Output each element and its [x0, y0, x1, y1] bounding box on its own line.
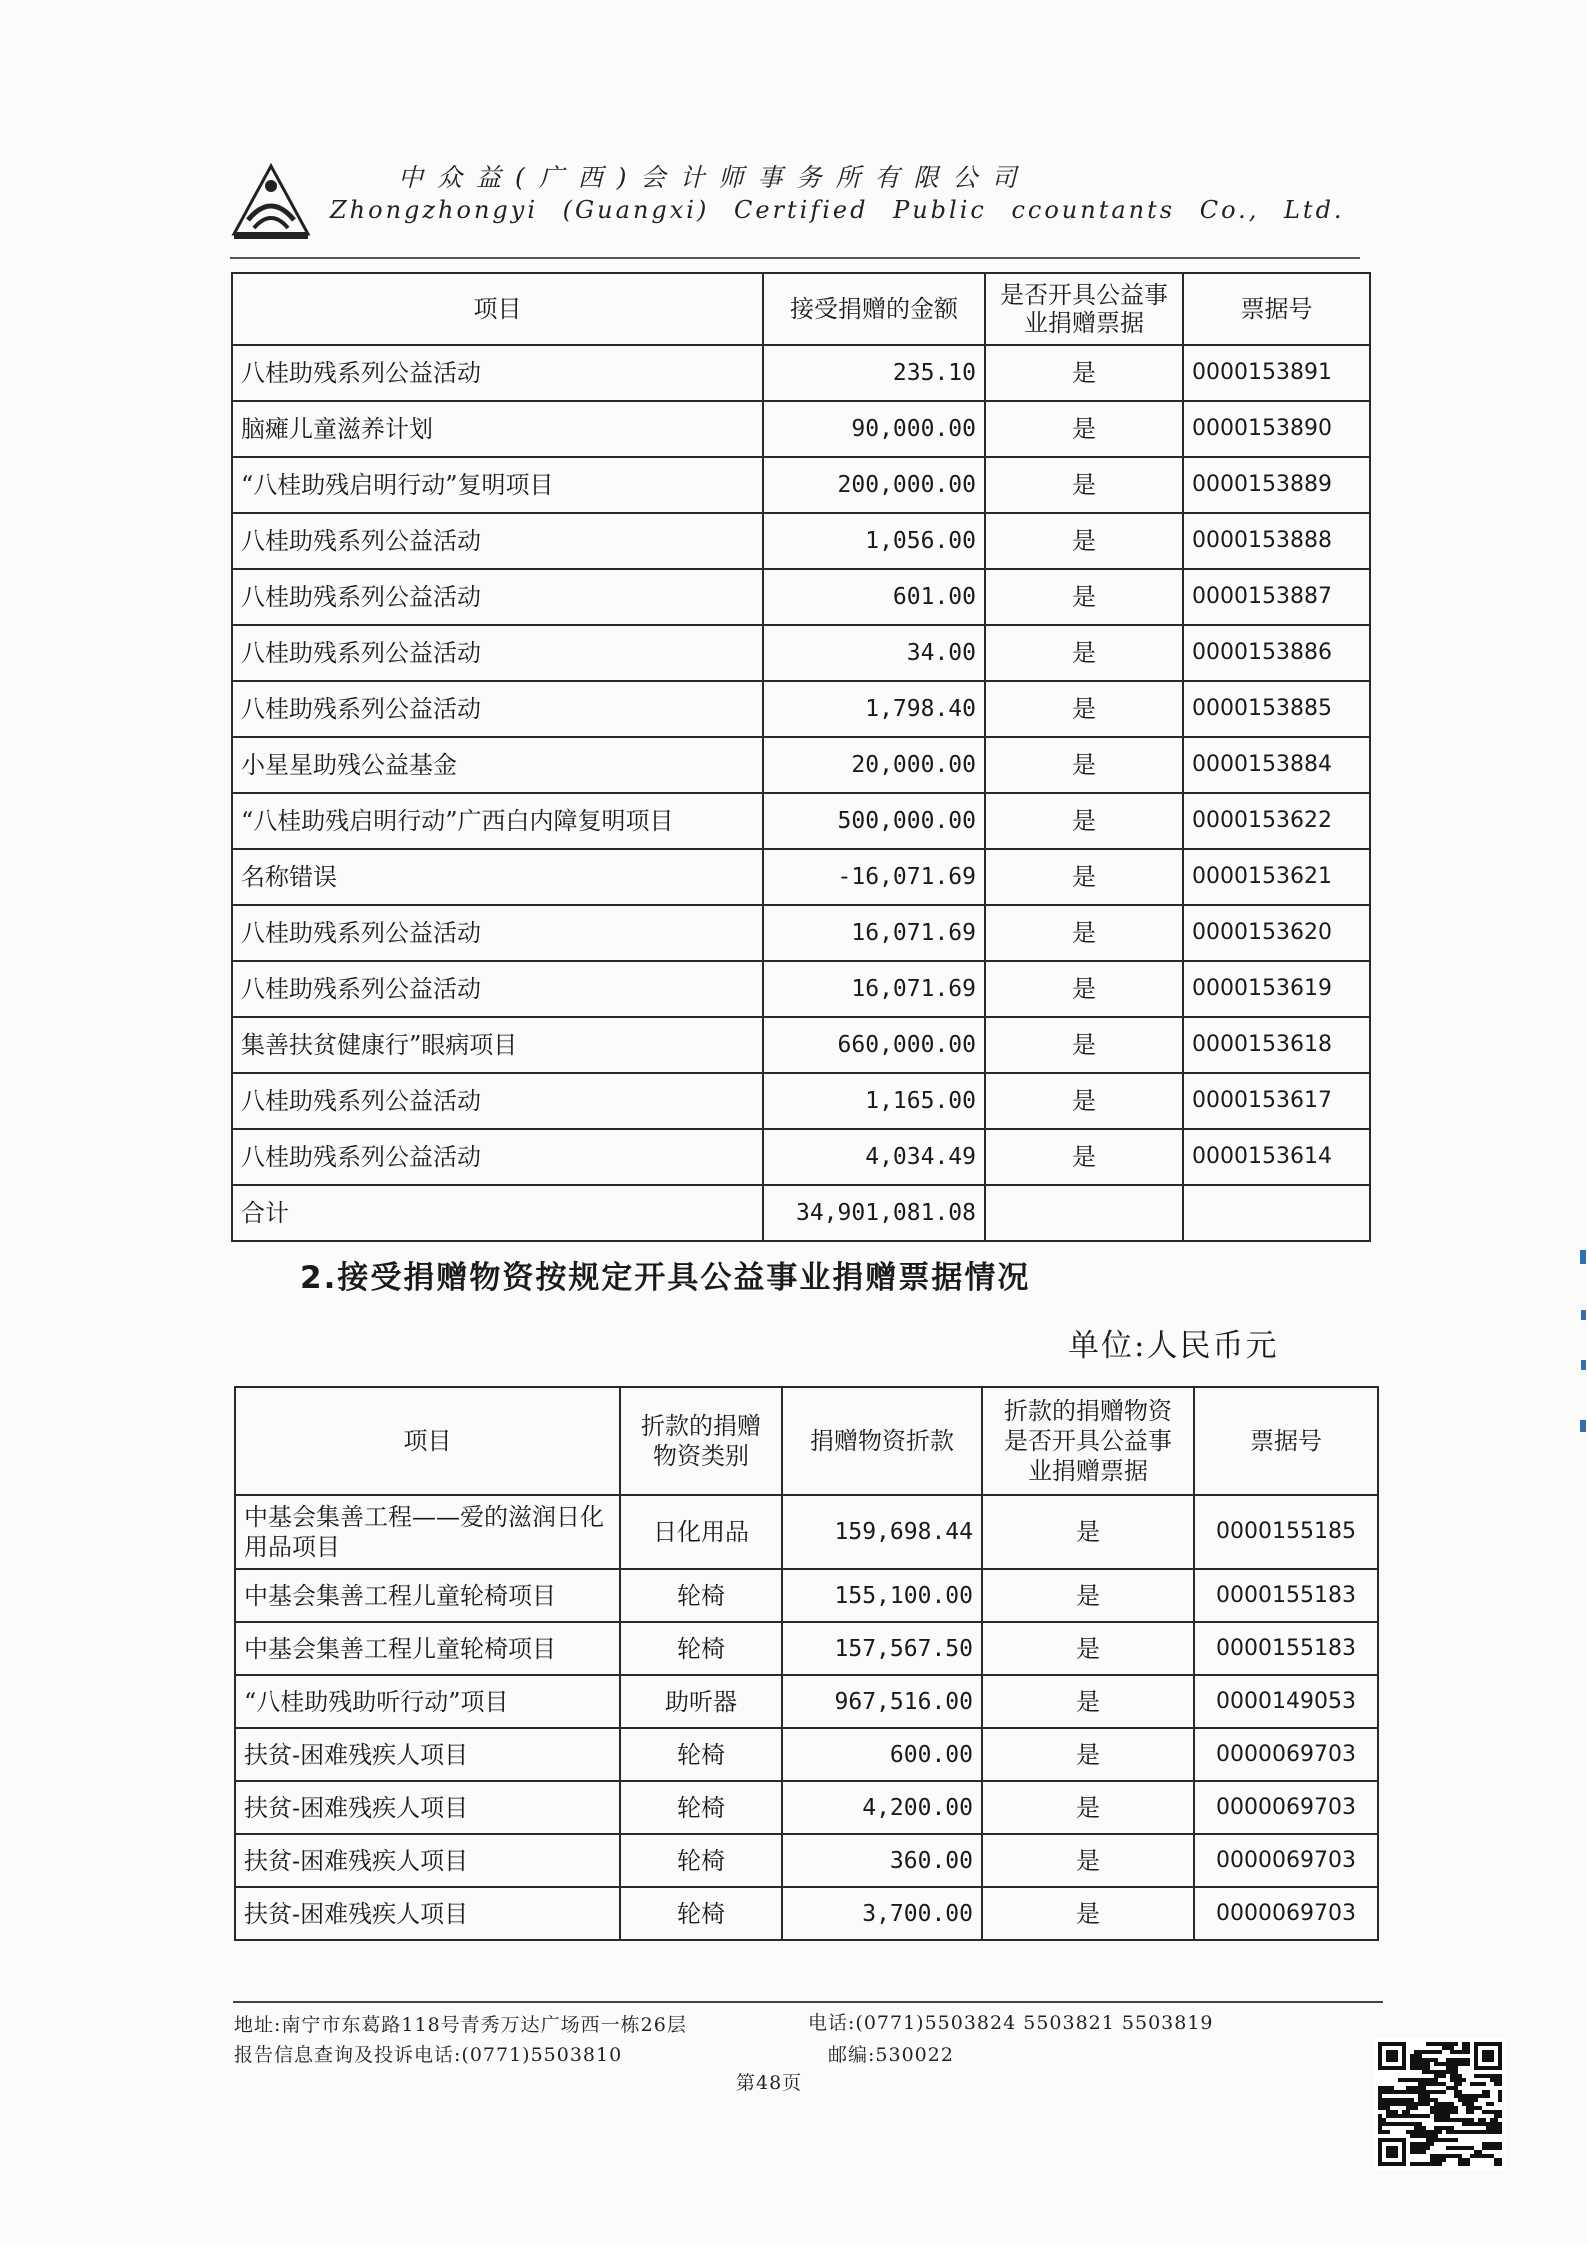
total-label: 合计 — [232, 1185, 763, 1241]
table-row — [232, 681, 1370, 737]
firm-logo-icon — [230, 162, 312, 240]
cell-amount: 500,000.00 — [763, 793, 985, 849]
column-header-category: 折款的捐赠物资类别 — [620, 1387, 782, 1495]
column-header-project: 项目 — [235, 1387, 620, 1495]
cell-receipt-issued: 是 — [985, 1129, 1183, 1185]
cell-value: 155,100.00 — [782, 1569, 982, 1622]
cell-receipt-number: 0000069703 — [1194, 1781, 1378, 1834]
cell-category: 轮椅 — [620, 1887, 782, 1940]
cell-amount: 34.00 — [763, 625, 985, 681]
cell-project: 扶贫-困难残疾人项目 — [235, 1887, 620, 1940]
cell-receipt-number: 0000153620 — [1183, 905, 1370, 961]
cell-amount: -16,071.69 — [763, 849, 985, 905]
cell-receipt-issued: 是 — [982, 1728, 1194, 1781]
table-header-row — [235, 1387, 1378, 1495]
cell-amount: 200,000.00 — [763, 457, 985, 513]
qr-code-icon — [1374, 2038, 1506, 2170]
table-row — [235, 1781, 1378, 1834]
firm-name-cn: 中众益(广西)会计师事务所有限公司 — [398, 163, 1031, 192]
cell-project: 扶贫-困难残疾人项目 — [235, 1834, 620, 1887]
cell-project: 八桂助残系列公益活动 — [232, 513, 763, 569]
table-row — [232, 737, 1370, 793]
table-row — [232, 1073, 1370, 1129]
cell-project: 名称错误 — [232, 849, 763, 905]
table-row — [235, 1495, 1378, 1569]
column-header-project: 项目 — [232, 273, 763, 345]
page-number: 第48页 — [736, 2072, 803, 2094]
cell-receipt-issued: 是 — [985, 737, 1183, 793]
total-empty-cell — [1183, 1185, 1370, 1241]
column-header-receipt-number: 票据号 — [1183, 273, 1370, 345]
cell-project: 八桂助残系列公益活动 — [232, 625, 763, 681]
cell-project: 八桂助残系列公益活动 — [232, 961, 763, 1017]
cell-receipt-number: 0000069703 — [1194, 1728, 1378, 1781]
cell-receipt-issued: 是 — [982, 1834, 1194, 1887]
cell-receipt-issued: 是 — [982, 1495, 1194, 1569]
table-row — [235, 1569, 1378, 1622]
column-header-receipt-issued: 是否开具公益事业捐赠票据 — [985, 273, 1183, 345]
cell-project: 八桂助残系列公益活动 — [232, 1073, 763, 1129]
cell-amount: 1,798.40 — [763, 681, 985, 737]
cell-project: 小星星助残公益基金 — [232, 737, 763, 793]
table-row — [232, 961, 1370, 1017]
cell-amount: 16,071.69 — [763, 905, 985, 961]
cell-amount: 20,000.00 — [763, 737, 985, 793]
cell-receipt-issued: 是 — [982, 1887, 1194, 1940]
cell-project: 扶贫-困难残疾人项目 — [235, 1728, 620, 1781]
cell-project: “八桂助残启明行动”复明项目 — [232, 457, 763, 513]
cell-receipt-number: 0000153884 — [1183, 737, 1370, 793]
cell-receipt-issued: 是 — [985, 905, 1183, 961]
cell-receipt-issued: 是 — [985, 457, 1183, 513]
cell-receipt-issued: 是 — [982, 1675, 1194, 1728]
cell-value: 157,567.50 — [782, 1622, 982, 1675]
cell-category: 日化用品 — [620, 1495, 782, 1569]
cell-category: 轮椅 — [620, 1728, 782, 1781]
cell-value: 4,200.00 — [782, 1781, 982, 1834]
cell-receipt-issued: 是 — [985, 961, 1183, 1017]
table-row — [232, 849, 1370, 905]
cell-receipt-number: 0000155183 — [1194, 1622, 1378, 1675]
cell-receipt-issued: 是 — [985, 849, 1183, 905]
cell-project: 八桂助残系列公益活动 — [232, 681, 763, 737]
cell-receipt-number: 0000155185 — [1194, 1495, 1378, 1569]
cell-value: 600.00 — [782, 1728, 982, 1781]
table-row — [232, 1017, 1370, 1073]
cell-project: 中基会集善工程儿童轮椅项目 — [235, 1622, 620, 1675]
table-row — [232, 793, 1370, 849]
cell-project: 八桂助残系列公益活动 — [232, 569, 763, 625]
cell-category: 轮椅 — [620, 1834, 782, 1887]
cell-receipt-issued: 是 — [982, 1622, 1194, 1675]
cell-amount: 1,165.00 — [763, 1073, 985, 1129]
firm-name-en: Zhongzhongyi (Guangxi) Certified Public ccountants Co., Ltd. — [330, 196, 1345, 224]
cell-project: 扶贫-困难残疾人项目 — [235, 1781, 620, 1834]
column-header-value: 捐赠物资折款 — [782, 1387, 982, 1495]
cell-amount: 601.00 — [763, 569, 985, 625]
cell-value: 967,516.00 — [782, 1675, 982, 1728]
scan-edge-marks — [1578, 1240, 1587, 1440]
cell-amount: 4,034.49 — [763, 1129, 985, 1185]
table-row — [235, 1834, 1378, 1887]
cell-receipt-number: 0000153887 — [1183, 569, 1370, 625]
cell-receipt-issued: 是 — [982, 1781, 1194, 1834]
cell-project: 中基会集善工程儿童轮椅项目 — [235, 1569, 620, 1622]
cell-receipt-issued: 是 — [985, 345, 1183, 401]
cell-receipt-issued: 是 — [985, 1017, 1183, 1073]
cell-project: 集善扶贫健康行”眼病项目 — [232, 1017, 763, 1073]
cell-project: 八桂助残系列公益活动 — [232, 345, 763, 401]
cell-receipt-number: 0000153886 — [1183, 625, 1370, 681]
cell-amount: 660,000.00 — [763, 1017, 985, 1073]
table-row — [232, 457, 1370, 513]
in-kind-donation-table — [234, 1386, 1379, 1941]
cell-category: 轮椅 — [620, 1781, 782, 1834]
cell-receipt-number: 0000153622 — [1183, 793, 1370, 849]
cell-receipt-issued: 是 — [985, 625, 1183, 681]
table-row — [235, 1887, 1378, 1940]
table-row — [232, 625, 1370, 681]
cell-receipt-number: 0000153885 — [1183, 681, 1370, 737]
footer-address: 地址:南宁市东葛路118号青秀万达广场西一栋26层 — [234, 2014, 687, 2036]
cell-amount: 235.10 — [763, 345, 985, 401]
table-row — [232, 905, 1370, 961]
table-row — [235, 1675, 1378, 1728]
header-divider — [230, 257, 1360, 259]
cell-category: 助听器 — [620, 1675, 782, 1728]
cell-receipt-number: 0000155183 — [1194, 1569, 1378, 1622]
cell-project: 八桂助残系列公益活动 — [232, 905, 763, 961]
cell-category: 轮椅 — [620, 1569, 782, 1622]
section-title: 2.接受捐赠物资按规定开具公益事业捐赠票据情况 — [300, 1260, 1031, 1296]
cell-receipt-issued: 是 — [985, 401, 1183, 457]
footer-complaint-phone: 报告信息查询及投诉电话:(0771)5503810 — [234, 2044, 623, 2066]
cell-receipt-issued: 是 — [985, 513, 1183, 569]
cell-value: 360.00 — [782, 1834, 982, 1887]
cell-receipt-number: 0000153889 — [1183, 457, 1370, 513]
cell-receipt-number: 0000153890 — [1183, 401, 1370, 457]
total-empty-cell — [985, 1185, 1183, 1241]
footer-phone: 电话:(0771)5503824 5503821 5503819 — [808, 2012, 1214, 2034]
table-row — [232, 345, 1370, 401]
cell-category: 轮椅 — [620, 1622, 782, 1675]
cell-receipt-number: 0000153619 — [1183, 961, 1370, 1017]
cell-receipt-number: 0000153614 — [1183, 1129, 1370, 1185]
cell-receipt-issued: 是 — [985, 1073, 1183, 1129]
cell-amount: 16,071.69 — [763, 961, 985, 1017]
total-row — [232, 1185, 1370, 1241]
table-header-row — [232, 273, 1370, 345]
cell-receipt-number: 0000153888 — [1183, 513, 1370, 569]
column-header-receipt-number: 票据号 — [1194, 1387, 1378, 1495]
footer-divider — [233, 2001, 1383, 2003]
table-row — [235, 1622, 1378, 1675]
cell-amount: 90,000.00 — [763, 401, 985, 457]
column-header-receipt-issued: 折款的捐赠物资是否开具公益事业捐赠票据 — [982, 1387, 1194, 1495]
column-header-amount: 接受捐赠的金额 — [763, 273, 985, 345]
cell-project: 脑瘫儿童滋养计划 — [232, 401, 763, 457]
cell-receipt-number: 0000153621 — [1183, 849, 1370, 905]
cell-receipt-number: 0000153618 — [1183, 1017, 1370, 1073]
cell-project: “八桂助残助听行动”项目 — [235, 1675, 620, 1728]
table-row — [235, 1728, 1378, 1781]
table-row — [232, 401, 1370, 457]
cell-receipt-number: 0000153617 — [1183, 1073, 1370, 1129]
cash-donation-table — [231, 272, 1371, 1242]
footer-postcode: 邮编:530022 — [828, 2044, 954, 2066]
cell-receipt-number: 0000153891 — [1183, 345, 1370, 401]
currency-unit: 单位:人民币元 — [1068, 1328, 1279, 1364]
cell-receipt-number: 0000069703 — [1194, 1834, 1378, 1887]
cell-project: “八桂助残启明行动”广西白内障复明项目 — [232, 793, 763, 849]
table-row — [232, 1129, 1370, 1185]
cell-project: 中基会集善工程——爱的滋润日化用品项目 — [235, 1495, 620, 1569]
cell-value: 3,700.00 — [782, 1887, 982, 1940]
cell-receipt-number: 0000069703 — [1194, 1887, 1378, 1940]
table-row — [232, 513, 1370, 569]
cell-receipt-issued: 是 — [982, 1569, 1194, 1622]
cell-project: 八桂助残系列公益活动 — [232, 1129, 763, 1185]
cell-receipt-number: 0000149053 — [1194, 1675, 1378, 1728]
table-row — [232, 569, 1370, 625]
cell-value: 159,698.44 — [782, 1495, 982, 1569]
cell-receipt-issued: 是 — [985, 569, 1183, 625]
cell-receipt-issued: 是 — [985, 681, 1183, 737]
total-value: 34,901,081.08 — [763, 1185, 985, 1241]
cell-amount: 1,056.00 — [763, 513, 985, 569]
cell-receipt-issued: 是 — [985, 793, 1183, 849]
